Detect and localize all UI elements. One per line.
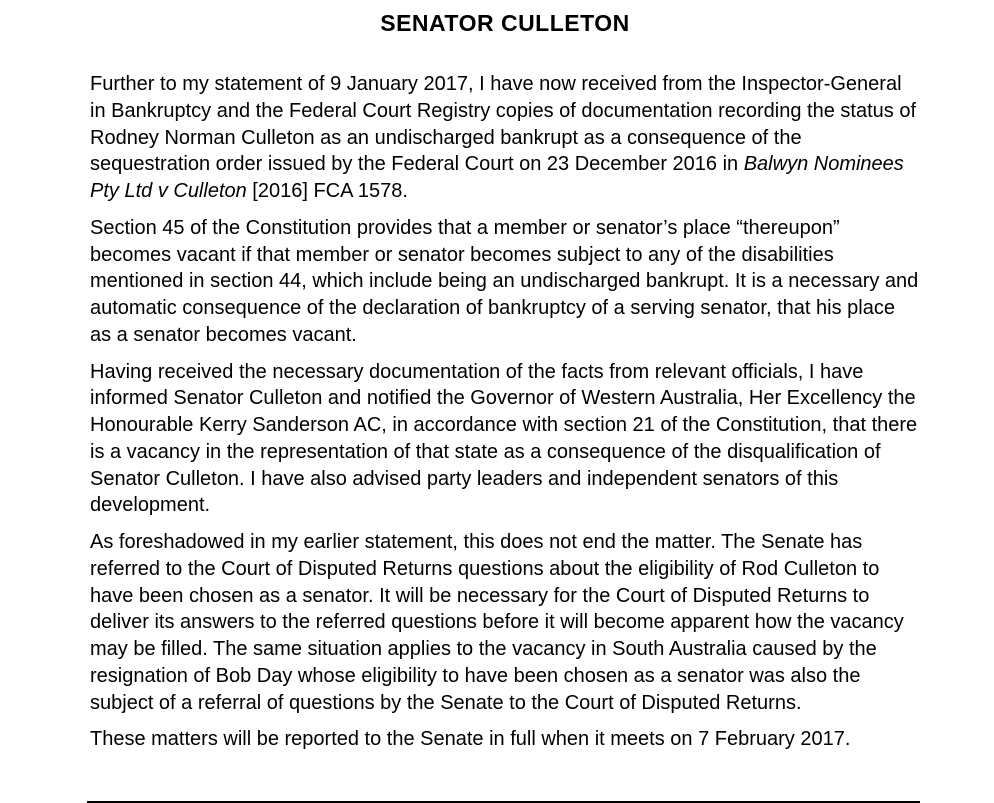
paragraph-1-text-after-case: [2016] FCA 1578. [246, 180, 408, 202]
statement-content [90, 0, 920, 803]
paragraph-senate-report-date: These matters will be reported to the Senate in full when it meets on 7 February 2017. [90, 728, 851, 751]
paragraph-governor-notification: Having received the necessary documentation of the facts from relevant officials, I have informed Senator Culleton and notified the Governor of Western Australia, Her Excellency the Honourable Kerry Sanderson AC, in accordance with section 21 of the Constitution, that there is a vacancy in the representation of that state as a consequence of the disqualification of Senator Culleton. I have also advised party leaders and independent senators of this development. [90, 360, 918, 517]
case-citation: Balwyn Nominees Pty Ltd v Culleton [90, 153, 904, 202]
paragraph-bankruptcy-documentation [90, 71, 920, 205]
page-title: SENATOR CULLETON [380, 10, 630, 36]
paragraph-section-45: Section 45 of the Constitution provides that a member or senator’s place “thereupon” becomes vacant if that member or senator becomes subject to any of the disabilities mentioned in section 44, which include being an undischarged bankrupt. It is a necessary and automatic consequence of the declaration of bankruptcy of a serving senator, that his place as a senator becomes vacant. [90, 216, 919, 346]
paragraph-court-of-disputed-returns: As foreshadowed in my earlier statement, this does not end the matter. The Senate has referred to the Court of Disputed Returns questions about the eligibility of Rod Culleton to have been chosen as a senator. It will be necessary for the Court of Disputed Returns to deliver its answers to the referred questions before it will become apparent how the vacancy may be filled. The same situation applies to the vacancy in South Australia caused by the resignation of Bob Day whose eligibility to have been chosen as a senator was also the subject of a referral of questions by the Senate to the Court of Disputed Returns. [90, 531, 904, 714]
paragraph-1-text-before-case: Further to my statement of 9 January 2017, I have now received from the Inspector-General in Bankruptcy and the Federal Court Registry copies of documentation recording the status of Rodney Norman Culleton as an undischarged bankrupt as a consequence of the sequestration order issued by the Federal Court on 23 December 2016 in [90, 73, 917, 176]
